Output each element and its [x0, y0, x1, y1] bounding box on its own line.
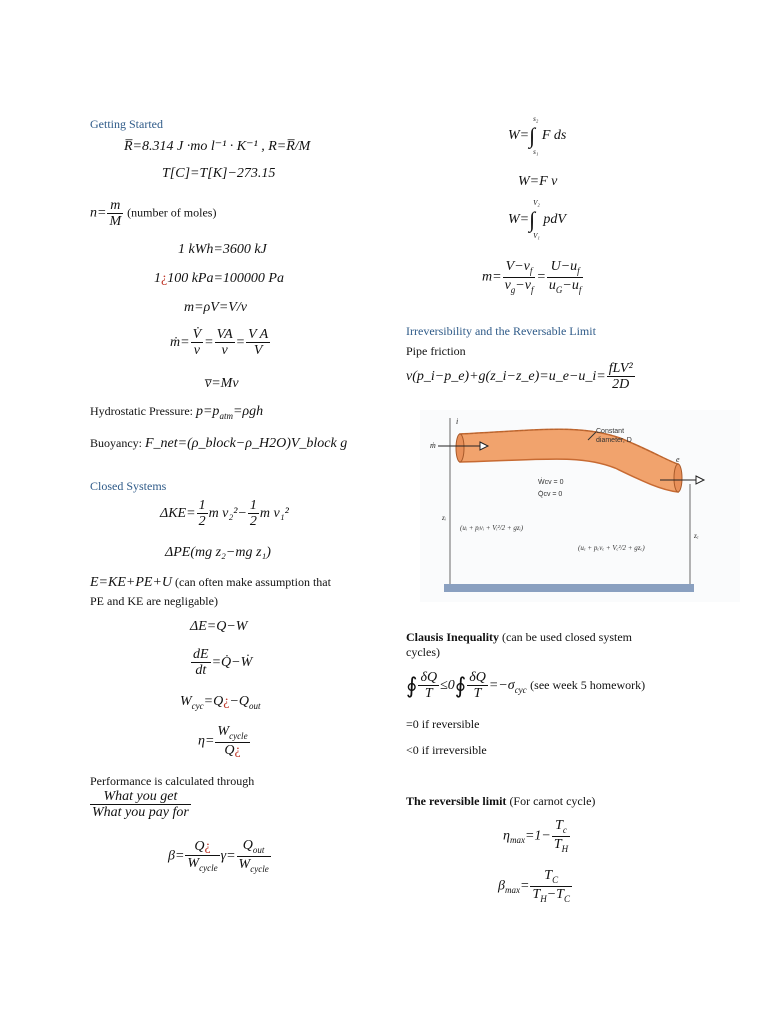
integral-sign: ∫	[529, 123, 536, 148]
energy-note: (can often make assumption that	[175, 575, 331, 589]
wcyc-w: W	[180, 694, 192, 709]
wcyc-minus: −Q	[229, 694, 249, 709]
eta-max-lhs: η	[503, 828, 510, 844]
max-cop-equation	[498, 868, 573, 904]
eta-lhs: η=	[198, 733, 215, 749]
beta-f1-glyph: ¿	[204, 839, 211, 855]
beta-f1-sub: cycle	[199, 862, 218, 873]
clausius-mid: ≤0	[440, 678, 455, 694]
diameter-label: diameter, D	[596, 437, 632, 444]
eta-den-q: Q	[224, 742, 235, 758]
beta-f1-num	[185, 839, 219, 855]
gamma-den-sub: cycle	[250, 863, 269, 874]
beta-max-lhs: β	[498, 878, 505, 894]
hydrostatic-eq	[196, 404, 263, 419]
quality-equation: m= $\frac{V-v_f}{v_g-v_f}$ = $\frac{U-u_f}{u_G-u_f}$	[482, 259, 582, 295]
beta-max-sub: max	[504, 885, 520, 896]
moles-lhs: n=	[90, 205, 107, 221]
beta-f1-q: Q	[194, 839, 205, 855]
rate-num: dE	[193, 647, 209, 662]
boundary-work-lhs: W=	[508, 212, 530, 228]
buoyancy-label: Buoyancy:	[90, 436, 142, 450]
zi-label: zᵢ	[442, 514, 446, 522]
hydrostatic-sub: atm	[219, 410, 233, 421]
clausius-f2-den: T	[473, 686, 482, 702]
integral-lower-2: V₁	[533, 232, 540, 240]
eta-num-sub: cycle	[229, 730, 248, 741]
clausius-f2-num: δQ	[469, 670, 486, 685]
pipe-eq-den: 2D	[612, 377, 630, 393]
beta-max-den	[530, 887, 572, 905]
max-efficiency-equation	[503, 818, 571, 854]
clausius-bold: Clausis Inequality	[406, 630, 500, 644]
clausius-eq-note: (see week 5 homework)	[530, 678, 646, 693]
exit-label-e: e	[676, 455, 680, 464]
contour-integral-sign: ∮	[406, 672, 418, 698]
quality-f1-num-sub: f	[529, 265, 533, 276]
performance-text: Performance is calculated through	[90, 774, 255, 788]
clausius-sub: cyc	[514, 684, 527, 695]
kinetic-energy-equation	[160, 498, 289, 530]
reversible-limit-line	[406, 794, 595, 809]
contour-integral-sign-2: ∮	[454, 672, 467, 698]
eta-max-den	[552, 837, 570, 855]
ke-half-den-2: 2	[249, 514, 257, 530]
ke-half-den: 2	[198, 514, 206, 530]
reversible-limit-bold: The reversible limit	[406, 794, 507, 808]
quality-f2-num	[547, 259, 583, 278]
potential-energy-equation: ΔPE(mg z₂−mg z₁)	[165, 545, 271, 560]
quality-f1-den-v: v	[504, 277, 511, 293]
quality-f2-den-u: u	[548, 277, 556, 293]
ze-label: zₑ	[694, 532, 699, 540]
mdot-f2-den: v	[221, 343, 228, 359]
integral-upper: s₂	[533, 115, 539, 123]
ke-term2: m v₁²	[259, 506, 289, 522]
pipe-inlet-end	[456, 434, 464, 462]
eta-max-sub: max	[509, 835, 525, 846]
kwh-equation: 1 kWh=3600 kJ	[178, 242, 267, 257]
gas-constant-equation: R̅=8.314 J ·mo l⁻¹ · K⁻¹ , R=R̅/M	[124, 139, 311, 154]
kpa-equation	[154, 271, 284, 287]
beta-f1-w: W	[187, 855, 200, 871]
clausius-note: (can be used closed system	[502, 630, 632, 644]
kpa-prefix: 1	[154, 271, 161, 286]
gamma-num-q: Q	[242, 838, 253, 853]
quality-f1-den	[503, 278, 536, 296]
quality-f1-den-mid: −v	[515, 277, 531, 293]
quality-f1-num	[503, 259, 536, 278]
mdot-f2-num: VA	[216, 327, 233, 342]
wcyc-glyph: ¿	[223, 694, 230, 709]
beta-max-den-t: T	[532, 886, 541, 902]
hydrostatic-eq-rhs: =ρgh	[232, 404, 264, 419]
eta-num	[215, 724, 249, 743]
beta-max-num	[530, 868, 572, 887]
pipe-eq-lhs: v(p_i−p_e)+g(z_i−z_e)=u_e−u_i=	[406, 369, 606, 385]
mdot-f1-num: V̇	[192, 327, 202, 342]
quality-lhs: m=	[482, 269, 502, 285]
pipe-exit-end	[674, 464, 682, 492]
clausius-rhs: =−σ	[488, 678, 515, 694]
constant-label: Constant	[596, 428, 625, 435]
beta-max-eq: =	[519, 878, 530, 894]
ke-half-num-2: 1	[249, 498, 257, 513]
clausius-f1-num: δQ	[420, 670, 438, 685]
eta-num-w: W	[217, 724, 230, 739]
moles-equation	[90, 198, 216, 230]
wcyc-eq: =Q	[203, 694, 224, 709]
quality-f1-den-sub: g	[510, 284, 516, 295]
hydrostatic-label: Hydrostatic Pressure:	[90, 404, 193, 418]
boundary-work-equation	[508, 200, 566, 240]
beta-lhs: β=	[168, 848, 185, 864]
getting-started-heading: Getting Started	[90, 117, 163, 131]
beta-max-den-mid: −T	[546, 886, 564, 902]
exit-energy-expression: (uₑ + pₑvₑ + Vₑ²/2 + gzₑ)	[578, 544, 645, 552]
performance-denominator: What you pay for	[92, 805, 189, 821]
gamma-num-sub: out	[252, 844, 265, 855]
eta-max-num	[552, 818, 570, 837]
pipe-friction-label: Pipe friction	[406, 344, 466, 358]
beta-f1-den	[185, 856, 219, 874]
work-integral-equation	[508, 116, 566, 156]
pipe-flow-diagram	[420, 410, 740, 602]
cycle-work-equation	[180, 694, 261, 711]
clausius-equation	[406, 670, 645, 702]
cop-equation	[168, 838, 272, 874]
pipe-friction-equation	[406, 361, 636, 393]
eta-max-den-t: T	[553, 836, 562, 852]
beta-max-den-sub: H	[540, 893, 547, 904]
energy-rate-equation	[190, 647, 252, 679]
performance-fraction	[90, 789, 191, 821]
energy-equation-line	[90, 575, 331, 591]
gamma-den-w: W	[238, 856, 251, 872]
reversible-limit-note: (For carnot cycle)	[509, 794, 596, 808]
gamma-den	[237, 857, 271, 875]
beta-max-num-t: T	[544, 868, 553, 883]
ground-datum	[444, 584, 694, 592]
eta-max-eq: =1−	[524, 828, 551, 844]
buoyancy-line	[90, 436, 347, 452]
clausius-note-continued: cycles)	[406, 645, 440, 659]
mdot-lhs: ṁ=	[170, 335, 190, 351]
moles-denominator: M	[109, 214, 122, 230]
work-integral-lhs: W=	[508, 128, 530, 144]
wcyc-sub: cyc	[191, 700, 204, 711]
eta-den-glyph: ¿	[234, 742, 241, 758]
quality-f2-num-sub: f	[577, 265, 580, 276]
inlet-label-i: i	[456, 417, 459, 426]
quality-f1-den-sub2: f	[530, 284, 534, 295]
performance-numerator: What you get	[90, 789, 191, 805]
closed-systems-heading: Closed Systems	[90, 479, 167, 493]
hydrostatic-eq-lhs: p=p	[195, 404, 220, 419]
gamma-lhs: γ=	[220, 848, 236, 864]
integral-upper-2: V₂	[533, 199, 540, 207]
eta-max-num-sub: c	[562, 824, 567, 835]
rate-rhs: =Q̇−Ẇ	[211, 655, 253, 671]
ke-half-num: 1	[198, 498, 206, 513]
temperature-conversion-equation: T[C]=T[K]−273.15	[162, 166, 276, 181]
pipe-eq-num: fLV²	[608, 361, 633, 376]
inlet-mass-flow: ṁ	[430, 441, 436, 450]
inlet-energy-expression: (uᵢ + pᵢvᵢ + Vᵢ²/2 + gzᵢ)	[460, 524, 524, 532]
quality-f2-num-text: U−u	[550, 259, 578, 274]
beta-max-num-sub: C	[552, 874, 559, 885]
quality-f2-den-mid: −u	[562, 277, 579, 293]
buoyancy-equation: F_net=(ρ_block−ρ_H2O)V_block g	[145, 436, 348, 451]
energy-equation: E=KE+PE+U	[90, 575, 172, 590]
quality-f2-den	[547, 278, 583, 296]
clausius-heading-line	[406, 630, 632, 645]
mass-flow-equation: ṁ= $\frac{V̇}{v}$ = $\frac{VA}{v}$ = $\frac{\text{V A}}{V}$	[170, 327, 269, 359]
mdot-f3-num: V A	[248, 327, 269, 342]
eta-den	[215, 743, 249, 758]
work-cv-label: Ẇcv = 0	[538, 479, 564, 486]
beta-max-den-sub2: C	[563, 893, 570, 904]
mdot-f1-den: v	[193, 343, 200, 359]
molar-volume-equation: v̅=Mv	[205, 376, 239, 391]
ke-lhs: ΔKE=	[160, 506, 196, 522]
kpa-rest: 100 kPa=100000 Pa	[167, 271, 284, 286]
mass-volume-equation: m=ρV=V/v	[184, 300, 247, 315]
eta-max-den-sub: H	[561, 843, 569, 854]
wcyc-sub2: out	[249, 700, 261, 711]
mdot-f3-den: V	[253, 343, 263, 359]
moles-numerator: m	[107, 198, 123, 214]
reversible-text: =0 if reversible	[406, 717, 480, 731]
work-force-velocity-equation: W=F v	[518, 174, 558, 189]
work-integral-rhs: F ds	[541, 128, 567, 144]
integral-sign-2: ∫	[529, 207, 536, 232]
hydrostatic-pressure-line	[90, 404, 263, 421]
clausius-f1-den: T	[424, 686, 433, 702]
gamma-num	[237, 838, 271, 857]
eta-max-num-t: T	[555, 818, 563, 833]
ke-term1: m v₂²−	[208, 506, 247, 522]
irreversibility-heading: Irreversibility and the Reversable Limit	[406, 324, 596, 338]
energy-balance-equation: ΔE=Q−W	[190, 619, 248, 634]
irreversible-text: <0 if irreversible	[406, 743, 487, 757]
moles-note: (number of moles)	[127, 205, 217, 220]
quality-f2-den-sub: G	[555, 284, 563, 295]
integral-lower: s₁	[533, 148, 539, 156]
boundary-work-rhs: pdV	[543, 212, 566, 228]
kpa-glyph: ¿	[161, 271, 168, 286]
quality-f1-num-text: V−v	[505, 259, 530, 274]
quality-f2-den-sub2: f	[578, 284, 582, 295]
efficiency-equation	[198, 724, 251, 758]
rate-den: dt	[195, 663, 207, 679]
energy-note-continued: PE and KE are negligable)	[90, 594, 218, 608]
heat-cv-label: Q̇cv = 0	[538, 491, 563, 498]
